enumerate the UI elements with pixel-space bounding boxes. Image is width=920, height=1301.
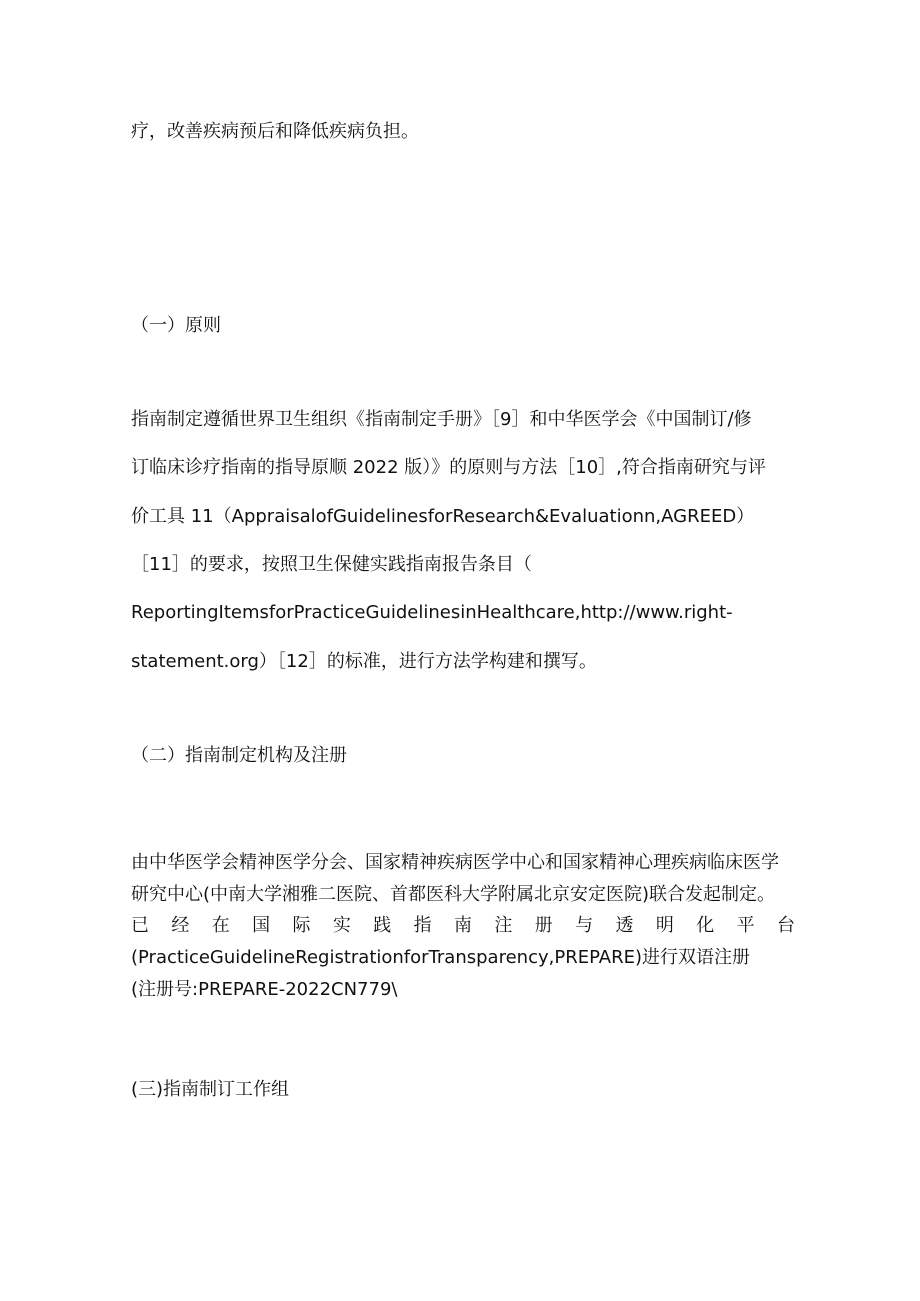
char: 册: [534, 915, 553, 936]
char: 与: [575, 915, 594, 936]
char: 经: [171, 915, 190, 936]
char: 指: [413, 915, 432, 936]
paragraph-line: 订临床诊疗指南的指导原顺 2022 版）》的原则与方法［10］,符合指南研究与评: [131, 457, 766, 478]
char: 台: [777, 915, 795, 936]
char: 已: [131, 915, 149, 936]
paragraph-line: ［11］的要求，按照卫生保健实践指南报告条目（: [131, 554, 532, 575]
section-heading-principles: （一）原则: [131, 315, 221, 336]
paragraph-line-justified: [131, 914, 795, 938]
char: 明: [655, 915, 674, 936]
char: 透: [615, 915, 634, 936]
char: 际: [292, 915, 311, 936]
paragraph-line: (注册号:PREPARE-2022CN779\: [131, 979, 398, 1000]
char: 实: [332, 915, 351, 936]
char: 南: [454, 915, 472, 936]
char: 在: [211, 915, 230, 936]
paragraph-line: 指南制定遵循世界卫生组织《指南制定手册》［9］和中华医学会《中国制订/修: [131, 409, 752, 430]
char: 践: [373, 915, 392, 936]
char: 化: [696, 915, 715, 936]
char: 国: [252, 915, 271, 936]
char: 注: [494, 915, 513, 936]
paragraph-line: (PracticeGuidelineRegistrationforTransparency,PREPARE)进行双语注册: [131, 947, 750, 968]
section-heading-working-group: (三)指南制订工作组: [131, 1079, 290, 1100]
char: 平: [736, 915, 755, 936]
paragraph-line: ReportingItemsforPracticeGuidelinesinHealthcare,http://www.right-: [131, 602, 733, 623]
section-heading-organization-registration: （二）指南制定机构及注册: [131, 745, 347, 766]
paragraph-line: 疗，改善疾病预后和降低疾病负担。: [131, 121, 419, 142]
paragraph-line: 价工具 11（AppraisalofGuidelinesforResearch&Evaluationn,AGREED）: [131, 506, 755, 527]
paragraph-line: 由中华医学会精神医学分会、国家精神疾病医学中心和国家精神心理疾病临床医学: [131, 852, 779, 873]
paragraph-line: statement.org）［12］的标准，进行方法学构建和撰写。: [131, 651, 597, 672]
paragraph-line: 研究中心(中南大学湘雅二医院、首都医科大学附属北京安定医院)联合发起制定。: [131, 884, 776, 905]
